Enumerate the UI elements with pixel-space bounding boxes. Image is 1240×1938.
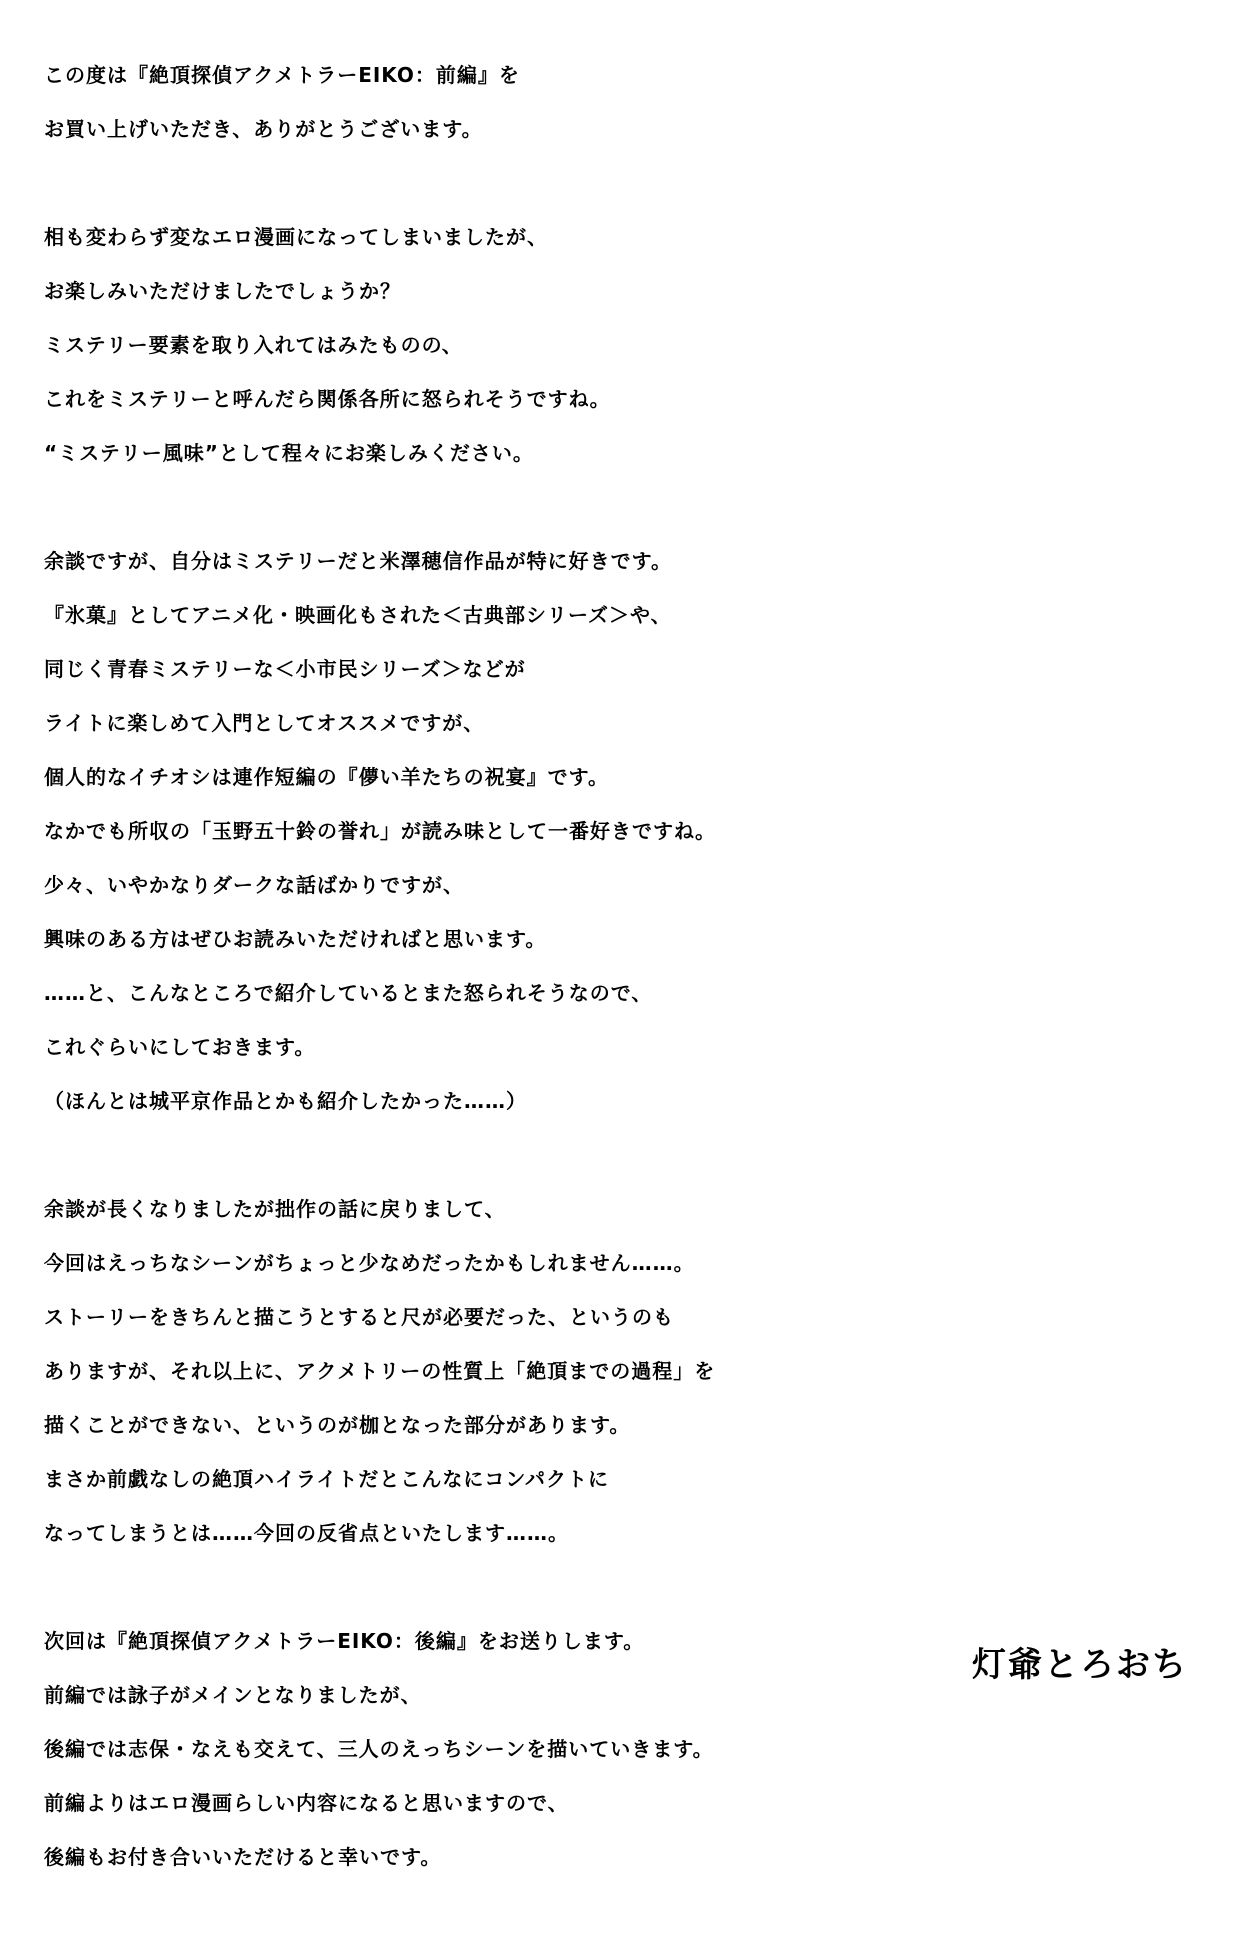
paragraph-thanks xyxy=(44,48,1224,156)
text-line: 余談が長くなりましたが拙作の話に戻りまして、 xyxy=(44,1197,506,1221)
text-line: 少々、いやかなりダークな話ばかりですが、 xyxy=(44,873,464,897)
text-line: これをミステリーと呼んだら関係各所に怒られそうですね。 xyxy=(44,387,611,411)
text-line: 次回は『絶頂探偵アクメトラーEIKO：後編』をお送りします。 xyxy=(44,1629,645,1653)
text-line: なってしまうとは……今回の反省点といたします……。 xyxy=(44,1521,569,1545)
text-line: “ミステリー風味”として程々にお楽しみください。 xyxy=(44,441,534,465)
text-line: 前編よりはエロ漫画らしい内容になると思いますので、 xyxy=(44,1791,569,1815)
text-line: ストーリーをきちんと描こうとすると尺が必要だった、というのも xyxy=(44,1305,674,1329)
text-line: この度は『絶頂探偵アクメトラーEIKO：前編』を xyxy=(44,63,520,87)
text-line: 後編では志保・なえも交えて、三人のえっちシーンを描いていきます。 xyxy=(44,1737,714,1761)
text-line: 後編もお付き合いいただけると幸いです。 xyxy=(44,1845,442,1869)
text-line: ミステリー要素を取り入れてはみたものの、 xyxy=(44,333,463,357)
text-line: なかでも所収の「玉野五十鈴の誉れ」が読み味として一番好きですね。 xyxy=(44,819,716,843)
text-line: 興味のある方はぜひお読みいただければと思います。 xyxy=(44,927,547,951)
text-line: 個人的なイチオシは連作短編の『儚い羊たちの祝宴』です。 xyxy=(44,765,609,789)
text-line: お買い上げいただき、ありがとうございます。 xyxy=(44,117,483,141)
text-line: これぐらいにしておきます。 xyxy=(44,1035,316,1059)
text-line: 相も変わらず変なエロ漫画になってしまいましたが、 xyxy=(44,225,548,249)
paragraph-mystery xyxy=(44,210,1224,480)
author-signature: 灯爺とろおち xyxy=(972,1645,1188,1685)
text-line: 今回はえっちなシーンがちょっと少なめだったかもしれません……。 xyxy=(44,1251,695,1275)
text-line: お楽しみいただけましたでしょうか？ xyxy=(44,279,401,303)
paragraph-reflection xyxy=(44,1182,1224,1560)
text-line: 同じく青春ミステリーな＜小市民シリーズ＞などが xyxy=(44,657,526,681)
text-line: 描くことができない、というのが枷となった部分があります。 xyxy=(44,1413,631,1437)
text-line: まさか前戯なしの絶頂ハイライトだとこんなにコンパクトに xyxy=(44,1467,609,1491)
text-line: 前編では詠子がメインとなりましたが、 xyxy=(44,1683,422,1707)
paragraph-digression xyxy=(44,534,1224,1128)
text-line: ありますが、それ以上に、アクメトリーの性質上「絶頂までの過程」を xyxy=(44,1359,716,1383)
text-line: ライトに楽しめて入門としてオススメですが、 xyxy=(44,711,485,735)
text-line: （ほんとは城平京作品とかも紹介したかった……） xyxy=(44,1089,527,1113)
text-line: 余談ですが、自分はミステリーだと米澤穂信作品が特に好きです。 xyxy=(44,549,672,573)
text-line: 『氷菓』としてアニメ化・映画化もされた＜古典部シリーズ＞や、 xyxy=(44,603,672,627)
text-line: ……と、こんなところで紹介しているとまた怒られそうなので、 xyxy=(44,981,653,1005)
